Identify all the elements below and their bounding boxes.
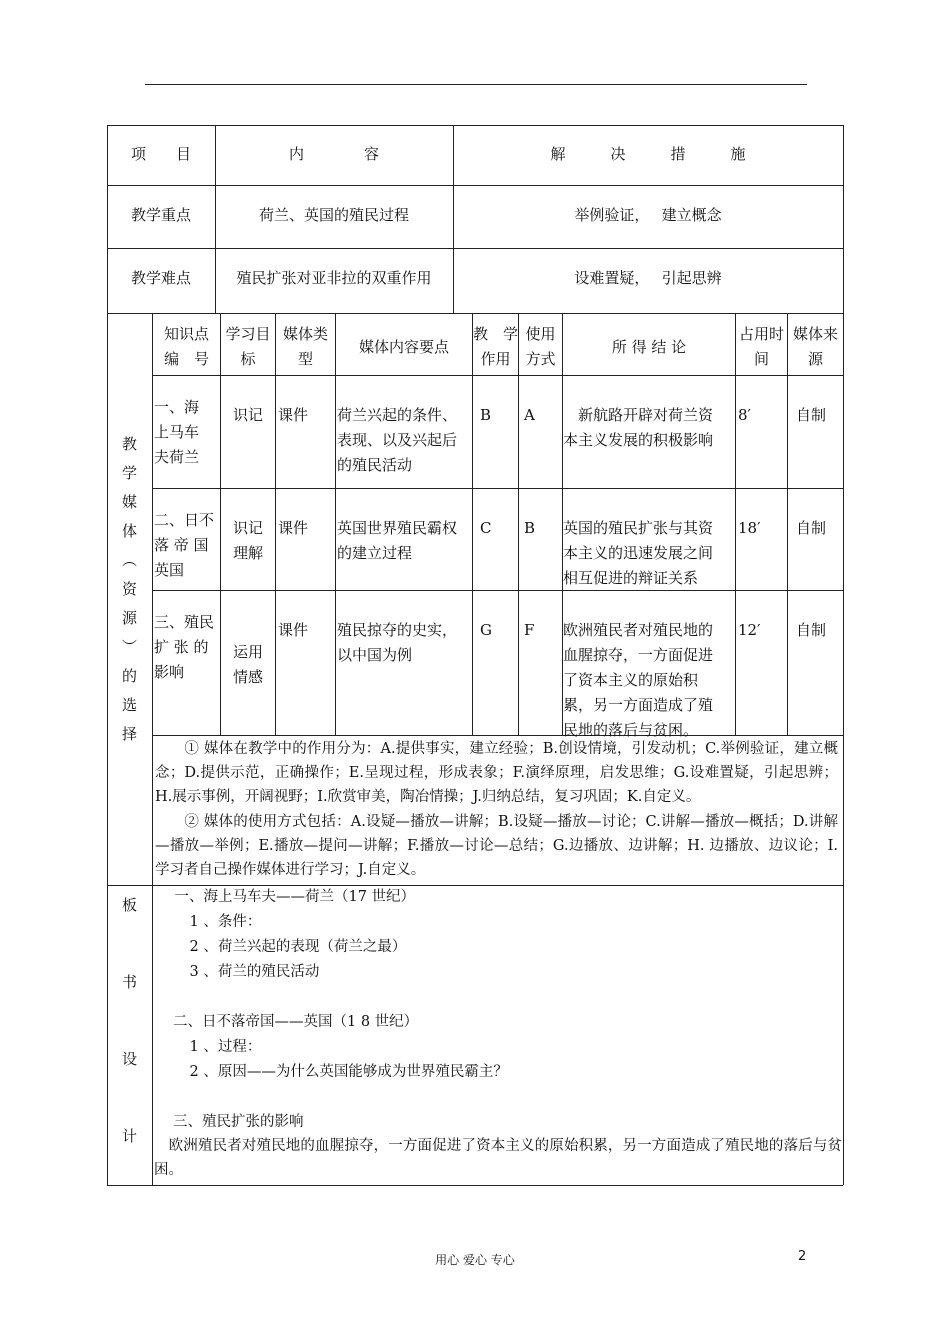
- item-content: 表现、以及兴起后: [337, 431, 458, 449]
- row-rule: [107, 185, 843, 186]
- media-section-label-char: 媒: [121, 493, 137, 511]
- media-section-label-char: 择: [121, 725, 137, 743]
- board-line: 1 、过程：: [175, 1039, 262, 1055]
- media-section-label-char: 体: [121, 522, 137, 540]
- item-time: 18′: [738, 519, 761, 537]
- media-section-label-char: 教: [121, 435, 137, 453]
- row-label: 教学难点: [130, 269, 191, 287]
- item-conclusion: 本主义发展的积极影响: [563, 431, 714, 449]
- item-content: 荷兰兴起的条件、: [337, 406, 458, 424]
- row-content: 荷兰、英国的殖民过程: [258, 206, 409, 224]
- row-label: 教学重点: [130, 206, 191, 224]
- media-section-label-char: 选: [121, 696, 137, 714]
- col-rule: [735, 313, 736, 735]
- item-media-type: 课件: [278, 621, 309, 639]
- header-role: 教 学: [473, 325, 519, 343]
- board-line: 三、殖民扩张的影响: [173, 1114, 304, 1130]
- item-usage: F: [524, 621, 535, 639]
- item-content: 殖民掠夺的史实，: [337, 621, 458, 639]
- col-rule: [152, 313, 153, 1185]
- item-role: G: [480, 621, 492, 639]
- header-content: 内 容: [288, 145, 379, 163]
- board-label-char: 设: [121, 1050, 137, 1068]
- page-number: 2: [798, 1249, 807, 1264]
- row-measure: 举例验证， 建立概念: [574, 206, 722, 224]
- item-conclusion: 新航路开辟对荷兰资: [563, 406, 714, 424]
- item-role: B: [480, 406, 492, 424]
- header-source: 源: [807, 350, 823, 368]
- item-point: 一、海: [154, 398, 200, 416]
- header-goal: 标: [240, 350, 256, 368]
- item-conclusion: 英国的殖民扩张与其资: [563, 519, 714, 537]
- table-border-right: [843, 125, 844, 1185]
- header-media-type: 型: [297, 350, 313, 368]
- header-time: 占用时: [738, 325, 784, 343]
- row-rule: [152, 488, 843, 489]
- item-time: 8′: [738, 406, 751, 424]
- header-source: 媒体来: [792, 325, 838, 343]
- media-section-label-char: ︵: [121, 551, 137, 569]
- board-line: 3 、荷兰的殖民活动: [175, 964, 320, 980]
- col-rule: [518, 313, 519, 735]
- row-rule: [152, 375, 843, 376]
- header-conclusion: 所 得 结 论: [611, 338, 687, 356]
- item-conclusion: 本主义的迅速发展之间: [563, 544, 714, 562]
- item-point: 落 帝 国: [154, 536, 209, 554]
- item-point: 影响: [154, 663, 185, 681]
- item-content: 英国世界殖民霸权: [337, 519, 458, 537]
- header-point-no: 知识点: [163, 325, 209, 343]
- item-content: 的建立过程: [337, 544, 413, 562]
- item-goal: 识记: [232, 519, 263, 537]
- item-conclusion: 血腥掠夺，一方面促进: [563, 646, 714, 664]
- item-time: 12′: [738, 621, 761, 639]
- col-rule: [472, 313, 473, 735]
- item-goal: 识记: [232, 406, 263, 424]
- media-note-usage: ② 媒体的使用方式包括：A.设疑—播放—讲解；B.设疑—播放—讨论；C.讲解—播放—概括；D.讲解—播放—举例；E.播放—提问—讲解；F.播放—讨论—总结；G.边播放、边讲解；H. 边播放、边议论；I.学习者自己操作媒体进行学习；J.自定义。: [155, 814, 838, 878]
- row-content: 殖民扩张对亚非拉的双重作用: [236, 269, 432, 287]
- media-section-label-char: 资: [121, 580, 137, 598]
- media-section-label-char: ︶: [121, 638, 137, 656]
- item-goal: 理解: [232, 544, 263, 562]
- item-usage: A: [524, 406, 535, 424]
- item-conclusion: 民地的落后与贫困。: [563, 721, 699, 739]
- item-point: 扩 张 的: [154, 638, 209, 656]
- header-media-type: 媒体类: [282, 325, 328, 343]
- table-border-bottom: [107, 1185, 843, 1186]
- board-line: 2 、荷兰兴起的表现（荷兰之最）: [175, 939, 407, 955]
- item-content: 的殖民活动: [337, 456, 413, 474]
- item-role: C: [480, 519, 492, 537]
- item-point: 二、日不: [154, 511, 215, 529]
- item-point: 英国: [154, 561, 185, 579]
- row-rule: [152, 590, 843, 591]
- item-media-type: 课件: [278, 519, 309, 537]
- header-usage: 方式: [525, 350, 556, 368]
- item-conclusion: 累，另一方面造成了殖: [563, 696, 714, 714]
- row-rule: [107, 248, 843, 249]
- col-rule: [787, 313, 788, 735]
- header-content-key: 媒体内容要点: [358, 338, 449, 356]
- table-border-top: [107, 125, 843, 126]
- item-goal: 情感: [232, 668, 263, 686]
- media-note-roles: ① 媒体在教学中的作用分为：A.提供事实，建立经验；B.创设情境，引发动机；C.举例验证，建立概念；D.提供示范，正确操作；E.呈现过程，形成表象；F.演绎原理，启发思维；G.设难置疑，引起思辨；H.展示事例，开阔视野；I.欣赏审美，陶冶情操；J.归纳总结，复习巩固；K.自定义。: [155, 741, 838, 805]
- item-conclusion: 相互促进的辩证关系: [563, 569, 699, 587]
- board-line: 1 、条件：: [175, 914, 262, 930]
- header-point-no: 编 号: [163, 350, 209, 368]
- media-section-label-char: 源: [121, 609, 137, 627]
- header-rule: [145, 84, 807, 85]
- header-usage: 使用: [525, 325, 556, 343]
- item-goal: 运用: [232, 643, 263, 661]
- row-measure: 设难置疑， 引起思辨: [574, 269, 722, 287]
- item-source: 自制: [796, 519, 827, 537]
- item-content: 以中国为例: [337, 646, 413, 664]
- item-source: 自制: [796, 621, 827, 639]
- board-final-paragraph: 欧洲殖民者对殖民地的血腥掠夺，一方面促进了资本主义的原始积累，另一方面造成了殖民地的落后与贫困。: [154, 1138, 842, 1178]
- item-usage: B: [524, 519, 536, 537]
- board-label-char: 计: [121, 1127, 137, 1145]
- header-measures: 解 决 措 施: [550, 145, 746, 163]
- item-point: 三、殖民: [154, 613, 215, 631]
- header-time: 间: [753, 350, 769, 368]
- board-label-char: 板: [121, 896, 137, 914]
- media-section-label-char: 的: [121, 667, 137, 685]
- item-point: 夫荷兰: [154, 448, 200, 466]
- media-section-label-char: 学: [121, 464, 137, 482]
- board-line: 一、海上马车夫——荷兰（17 世纪）: [160, 889, 416, 905]
- header-goal: 学习目: [225, 325, 271, 343]
- board-line: 2 、原因——为什么英国能够成为世界殖民霸主？: [175, 1064, 508, 1080]
- footer-motto: 用心 爱心 专心: [435, 1253, 515, 1267]
- header-role: 作用: [480, 350, 511, 368]
- header-item: 项 目: [130, 145, 191, 163]
- row-rule: [107, 313, 843, 314]
- item-media-type: 课件: [278, 406, 309, 424]
- col-rule: [335, 313, 336, 735]
- item-point: 上马车: [154, 423, 200, 441]
- row-rule: [152, 735, 843, 736]
- item-conclusion: 了资本主义的原始积: [563, 671, 699, 689]
- item-conclusion: 欧洲殖民者对殖民地的: [563, 621, 714, 639]
- col-rule: [275, 313, 276, 735]
- item-source: 自制: [796, 406, 827, 424]
- board-line: 二、日不落帝国——英国（1 8 世纪）: [173, 1014, 419, 1030]
- board-label-char: 书: [121, 973, 137, 991]
